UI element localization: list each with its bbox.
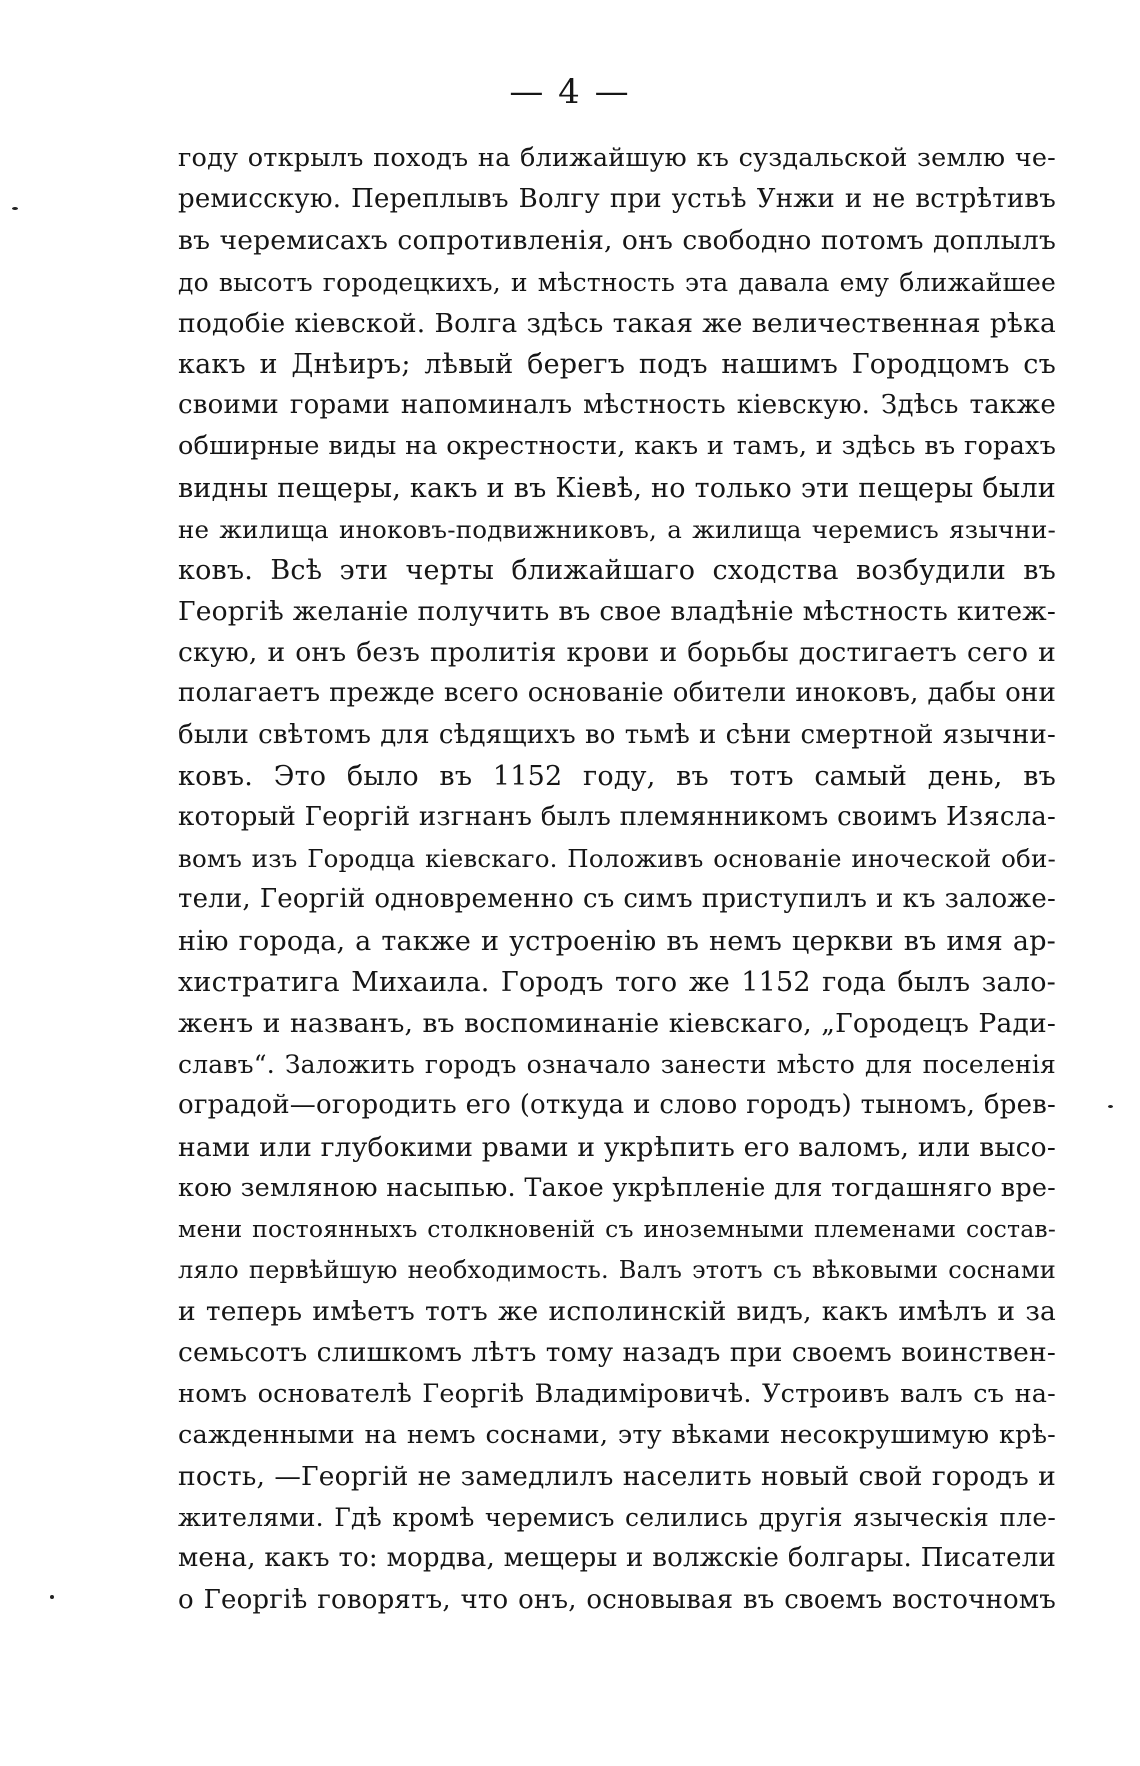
text-line: сажденными на немъ соснами, эту вѣками несокрушимую крѣ- [178,1419,1056,1450]
text-line: ковъ. Это было въ 1152 году, въ тотъ самый день, въ [178,760,1056,792]
text-line: своими горами напоминалъ мѣстность кіевскую. Здѣсь также [178,390,1056,421]
text-line: о Георгіѣ говорятъ, что онъ, основывая въ своемъ восточномъ [178,1584,1056,1615]
scan-speck [1108,1105,1113,1108]
text-line: обширные виды на окрестности, какъ и тамъ, и здѣсь въ горахъ [178,431,1056,462]
text-line: славъ“. Заложить городъ означало занести мѣсто для поселенія [178,1050,1056,1080]
text-line: пость, —Георгій не замедлилъ населить новый свой городъ и [178,1461,1056,1492]
text-line: полагаетъ прежде всего основаніе обители иноковъ, дабы они [178,678,1056,709]
text-line: скую, и онъ безъ пролитія крови и борьбы достигаетъ сего и [178,637,1056,669]
text-line: вомъ изъ Городца кіевскаго. Положивъ основаніе иноческой оби- [178,844,1056,874]
text-line: году открылъ походъ на ближайшую къ суздальской землю че- [178,143,1056,173]
text-line: и теперь имѣетъ тотъ же исполинскій видъ, какъ имѣлъ и за [178,1296,1056,1328]
text-line: оградой—огородить его (откуда и слово городъ) тыномъ, брев- [178,1090,1056,1121]
body-text [178,138,1056,1621]
scan-speck [50,1595,54,1599]
text-line: Георгіѣ желаніе получить въ свое владѣніе мѣстность китеж- [178,596,1056,628]
text-line: видны пещеры, какъ и въ Кіевѣ, но только эти пещеры были [178,472,1056,504]
text-line: ремисскую. Переплывъ Волгу при устьѣ Унжи и не встрѣтивъ [178,184,1056,215]
text-line: кою земляною насыпью. Такое укрѣпленіе для тогдашняго вре- [178,1172,1056,1203]
text-line: нами или глубокими рвами и укрѣпить его валомъ, или высо- [178,1131,1056,1163]
text-line: нію города, а также и устроенію въ немъ церкви въ имя ар- [178,925,1056,957]
text-line: семьсотъ слишкомъ лѣтъ тому назадъ при своемъ воинствен- [178,1337,1056,1369]
text-line: который Георгій изгнанъ былъ племянникомъ своимъ Изясла- [178,802,1056,832]
text-line: мена, какъ то: мордва, мещеры и волжскіе болгары. Писатели [178,1543,1056,1574]
page-number: — 4 — [509,72,631,112]
text-line: до высотъ городецкихъ, и мѣстность эта давала ему ближайшее [178,267,1056,297]
scan-speck [12,207,18,210]
text-line: тели, Георгій одновременно съ симъ приступилъ и къ заложе- [178,884,1056,915]
text-line: въ черемисахъ сопротивленія, онъ свободно потомъ доплылъ [178,225,1056,257]
text-line: были свѣтомъ для сѣдящихъ во тьмѣ и сѣни смертной язычни- [178,719,1056,750]
text-line: номъ основателѣ Георгіѣ Владиміровичѣ. Устроивъ валъ съ на- [178,1378,1056,1409]
text-line: женъ и названъ, въ воспоминаніе кіевскаго, „Городецъ Ради- [178,1007,1056,1039]
text-line: ляло первѣйшую необходимость. Валъ этотъ съ вѣковыми соснами [178,1256,1056,1285]
text-line: мени постоянныхъ столкновеній съ иноземными племенами состав- [178,1214,1056,1243]
text-line: не жилища иноковъ-подвижниковъ, а жилища черемисъ язычни- [178,514,1056,544]
text-line: какъ и Днѣиръ; лѣвый берегъ подъ нашимъ Городцомъ съ [178,348,1056,380]
text-line: хистратига Михаила. Городъ того же 1152 года былъ зало- [178,966,1056,998]
text-line: ковъ. Всѣ эти черты ближайшаго сходства возбудили въ [178,554,1056,586]
text-line: подобіе кіевской. Волга здѣсь такая же величественная рѣка [178,307,1056,339]
text-line: жителями. Гдѣ кромѣ черемисъ селились другія языческія пле- [178,1503,1056,1533]
